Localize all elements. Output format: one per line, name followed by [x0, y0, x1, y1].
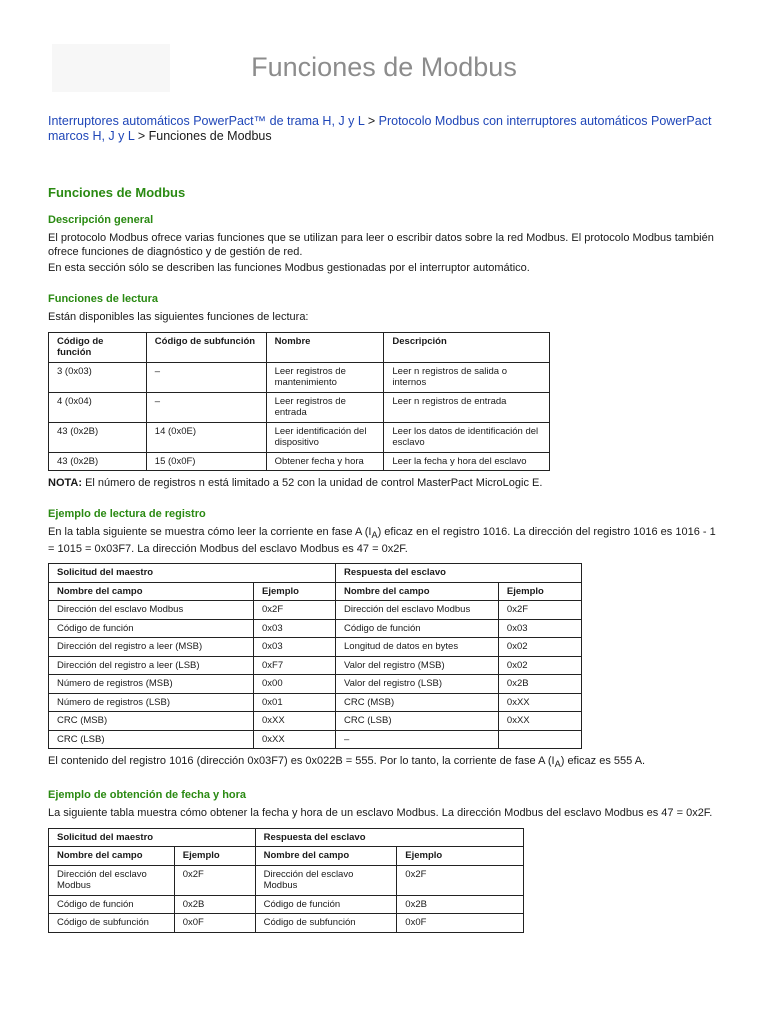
- general-heading: Descripción general: [48, 213, 154, 226]
- table-cell: 4 (0x04): [49, 392, 147, 422]
- table-row: [49, 392, 550, 422]
- table-cell: Valor del registro (MSB): [336, 656, 499, 675]
- table-cell: –: [146, 362, 266, 392]
- document-content: [48, 186, 720, 933]
- table-cell: 3 (0x03): [49, 362, 147, 392]
- breadcrumb-current: Funciones de Modbus: [148, 129, 272, 143]
- header-cell: Código de función: [49, 332, 147, 362]
- table-cell: Leer registros de mantenimiento: [266, 362, 384, 392]
- header-cell: Nombre: [266, 332, 384, 362]
- note: [48, 477, 720, 491]
- table-row: [49, 675, 582, 694]
- register-example-intro: En la tabla siguiente se muestra cómo leer la corriente en fase A $(I_A)$ eficaz en el registro 1016. La dirección del registro 1016 es 1016 - 1 = 1015 = 0x03F7. La dirección Modbus del esclavo Modbus es 47 = 0x2F.: [48, 526, 716, 555]
- table-cell: Dirección del registro a leer (MSB): [49, 638, 254, 657]
- header-cell: Descripción: [384, 332, 550, 362]
- master-request-header: Solicitud del maestro: [49, 564, 336, 583]
- general-paragraph-1: El protocolo Modbus ofrece varias funciones que se utilizan para leer o escribir datos sobre la red Modbus. El protocolo Modbus también ofrece funciones de diagnóstico y de gestión de red.: [48, 232, 714, 258]
- table-cell: Valor del registro (LSB): [336, 675, 499, 694]
- table-cell: CRC (LSB): [49, 730, 254, 749]
- table-cell: 0x2F: [498, 601, 581, 620]
- table-row: [49, 895, 524, 914]
- datetime-example-table: [48, 828, 524, 933]
- table-cell: Código de función: [49, 895, 175, 914]
- table-cell: 0x0F: [174, 914, 255, 933]
- table-cell: [498, 730, 581, 749]
- table-cell: Código de función: [336, 619, 499, 638]
- table-cell: Leer la fecha y hora del esclavo: [384, 452, 550, 471]
- table-cell: –: [336, 730, 499, 749]
- table-cell: Código de subfunción: [255, 914, 397, 933]
- breadcrumb-link-modbus-protocol[interactable]: Protocolo Modbus con interruptores automáticos PowerPact marcos H, J y L: [48, 114, 712, 143]
- table-cell: 0x02: [498, 638, 581, 657]
- breadcrumb-separator: >: [137, 129, 146, 143]
- header-cell: Nombre del campo: [336, 582, 499, 601]
- table-cell: Obtener fecha y hora: [266, 452, 384, 471]
- table-cell: 0x2F: [397, 865, 524, 895]
- breadcrumb: [48, 114, 728, 144]
- header-cell: Ejemplo: [174, 847, 255, 866]
- table-row: [49, 693, 582, 712]
- general-paragraph-2: En esta sección sólo se describen las funciones Modbus gestionadas por el interruptor automático.: [48, 262, 530, 274]
- section-title: Funciones de Modbus: [48, 185, 186, 200]
- table-cell: 0x2B: [498, 675, 581, 694]
- table-row: [49, 730, 582, 749]
- table-cell: 0xXX: [498, 712, 581, 731]
- master-request-header: Solicitud del maestro: [49, 828, 256, 847]
- table-cell: 0x2B: [397, 895, 524, 914]
- header-cell: Ejemplo: [498, 582, 581, 601]
- table-cell: Código de función: [49, 619, 254, 638]
- breadcrumb-link-powerpact[interactable]: Interruptores automáticos PowerPact™ de trama H, J y L: [48, 114, 365, 128]
- table-header-row: [49, 332, 550, 362]
- table-cell: Número de registros (MSB): [49, 675, 254, 694]
- table-cell: Código de función: [255, 895, 397, 914]
- table-cell: 0x02: [498, 656, 581, 675]
- table-cell: 0x03: [498, 619, 581, 638]
- table-row: [49, 638, 582, 657]
- table-cell: Dirección del esclavo Modbus: [336, 601, 499, 620]
- table-cell: 14 (0x0E): [146, 422, 266, 452]
- table-cell: Leer los datos de identificación del esclavo: [384, 422, 550, 452]
- table-group-row: [49, 828, 524, 847]
- table-cell: Dirección del esclavo Modbus: [255, 865, 397, 895]
- table-cell: 43 (0x2B): [49, 422, 147, 452]
- table-cell: Código de subfunción: [49, 914, 175, 933]
- page-title: Funciones de Modbus: [251, 52, 517, 82]
- header-cell: Nombre del campo: [255, 847, 397, 866]
- table-row: [49, 452, 550, 471]
- breadcrumb-separator: >: [367, 114, 376, 128]
- table-cell: –: [146, 392, 266, 422]
- note-text: El número de registros n está limitado a 52 con la unidad de control MasterPact MicroLogic E.: [85, 477, 543, 489]
- table-cell: 15 (0x0F): [146, 452, 266, 471]
- table-cell: Leer n registros de entrada: [384, 392, 550, 422]
- table-cell: CRC (LSB): [336, 712, 499, 731]
- datetime-example-intro: La siguiente tabla muestra cómo obtener la fecha y hora de un esclavo Modbus. La dirección Modbus del esclavo Modbus es 47 = 0x2F.: [48, 807, 713, 820]
- table-cell: 43 (0x2B): [49, 452, 147, 471]
- table-cell: 0x03: [254, 638, 336, 657]
- read-functions-intro: Están disponibles las siguientes funciones de lectura:: [48, 311, 309, 323]
- table-cell: 0x01: [254, 693, 336, 712]
- table-header-row: [49, 582, 582, 601]
- table-cell: 0x0F: [397, 914, 524, 933]
- header-cell: Ejemplo: [254, 582, 336, 601]
- table-cell: CRC (MSB): [336, 693, 499, 712]
- datetime-example-heading: Ejemplo de obtención de fecha y hora: [48, 788, 247, 801]
- register-example-heading: Ejemplo de lectura de registro: [48, 507, 206, 520]
- slave-response-header: Respuesta del esclavo: [336, 564, 582, 583]
- table-cell: Número de registros (LSB): [49, 693, 254, 712]
- table-header-row: [49, 847, 524, 866]
- table-cell: Dirección del esclavo Modbus: [49, 601, 254, 620]
- table-cell: 0x2F: [174, 865, 255, 895]
- header-cell: Ejemplo: [397, 847, 524, 866]
- table-cell: 0x2F: [254, 601, 336, 620]
- table-cell: 0x03: [254, 619, 336, 638]
- table-row: [49, 619, 582, 638]
- read-functions-table: [48, 332, 550, 472]
- table-cell: 0xXX: [254, 712, 336, 731]
- table-cell: 0xF7: [254, 656, 336, 675]
- table-cell: Leer n registros de salida o internos: [384, 362, 550, 392]
- note-label: NOTA:: [48, 477, 83, 489]
- table-cell: 0xXX: [498, 693, 581, 712]
- table-row: [49, 422, 550, 452]
- table-cell: Longitud de datos en bytes: [336, 638, 499, 657]
- table-cell: CRC (MSB): [49, 712, 254, 731]
- table-cell: 0xXX: [254, 730, 336, 749]
- slave-response-header: Respuesta del esclavo: [255, 828, 523, 847]
- table-cell: 0x00: [254, 675, 336, 694]
- table-cell: Dirección del registro a leer (LSB): [49, 656, 254, 675]
- table-row: [49, 914, 524, 933]
- table-cell: Leer identificación del dispositivo: [266, 422, 384, 452]
- table-row: [49, 656, 582, 675]
- table-row: [49, 865, 524, 895]
- header-cell: Nombre del campo: [49, 582, 254, 601]
- read-functions-heading: Funciones de lectura: [48, 292, 159, 305]
- table-cell: Dirección del esclavo Modbus: [49, 865, 175, 895]
- table-row: [49, 362, 550, 392]
- header-cell: Código de subfunción: [146, 332, 266, 362]
- table-cell: 0x2B: [174, 895, 255, 914]
- table-row: [49, 601, 582, 620]
- table-group-row: [49, 564, 582, 583]
- table-cell: Leer registros de entrada: [266, 392, 384, 422]
- table-row: [49, 712, 582, 731]
- header-cell: Nombre del campo: [49, 847, 175, 866]
- register-example-table: [48, 563, 582, 749]
- register-example-result: El contenido del registro 1016 (dirección 0x03F7) es 0x022B = 555. Por lo tanto, la corriente de fase A $(I_A)$ eficaz es 555 A.: [48, 755, 646, 770]
